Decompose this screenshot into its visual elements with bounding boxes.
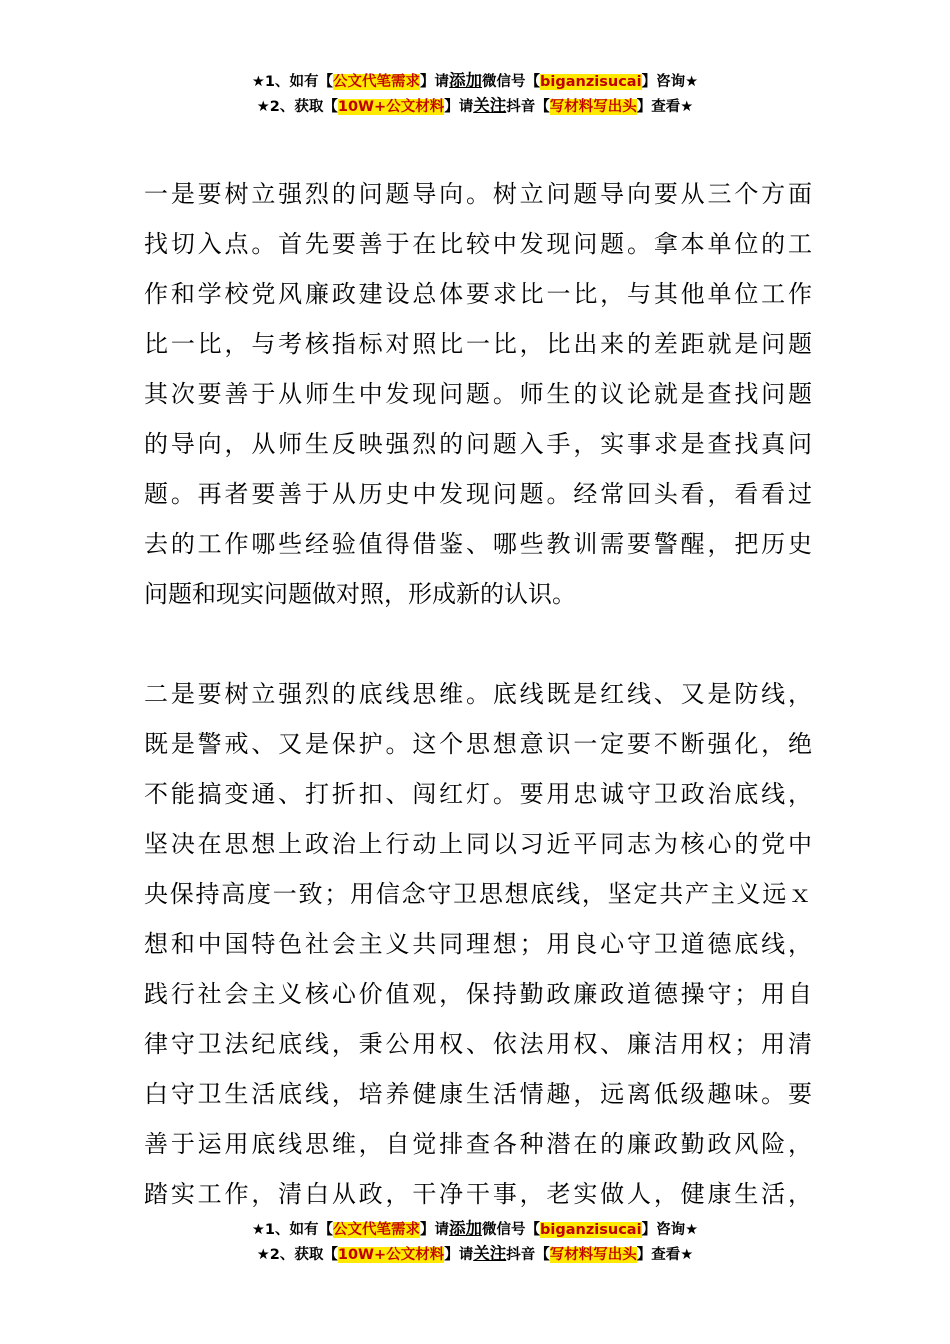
banner-underline: 关注 <box>473 1244 507 1263</box>
banner-text: 抖音【 <box>506 1247 550 1263</box>
paragraph-line: 比一比，与考核指标对照比一比，比出来的差距就是问题 <box>144 330 812 358</box>
document-body <box>144 169 812 1219</box>
banner-line-2 <box>0 94 950 119</box>
banner-text: 】查看★ <box>636 1247 694 1263</box>
banner-highlight: biganzisucai <box>540 1222 642 1238</box>
header-banner <box>0 69 950 119</box>
paragraph-line: 作和学校党风廉政建设总体要求比一比，与其他单位工作 <box>144 280 812 308</box>
banner-underline: 添加 <box>449 1219 483 1238</box>
banner-text: ★2、获取【 <box>256 99 338 115</box>
banner-highlight: 公文代笔需求 <box>333 74 421 90</box>
paragraph-line: 不能搞变通、打折扣、闯红灯。要用忠诚守卫政治底线， <box>144 780 812 808</box>
paragraph-line: 央保持高度一致；用信念守卫思想底线，坚定共产主义远ｘ <box>144 880 812 908</box>
paragraph-bottom-line-thinking <box>144 669 812 1219</box>
paragraph-line: 善于运用底线思维，自觉排查各种潜在的廉政勤政风险， <box>144 1130 812 1158</box>
banner-text: ★1、如有【 <box>251 74 334 90</box>
banner-text: 】查看★ <box>636 99 694 115</box>
banner-text: 微信号【 <box>482 1222 541 1238</box>
paragraph-spacer <box>144 619 812 669</box>
paragraph-line: 既是警戒、又是保护。这个思想意识一定要不断强化，绝 <box>144 730 812 758</box>
banner-text: 抖音【 <box>506 99 550 115</box>
paragraph-line: 律守卫法纪底线，秉公用权、依法用权、廉洁用权；用清 <box>144 1030 812 1058</box>
paragraph-line: 题。再者要善于从历史中发现问题。经常回头看，看看过 <box>144 480 812 508</box>
banner-highlight: 写材料写出头 <box>549 99 637 115</box>
banner-underline: 关注 <box>473 96 507 115</box>
banner-text: 】咨询★ <box>641 1222 699 1238</box>
banner-text: 】咨询★ <box>641 74 699 90</box>
banner-text: 微信号【 <box>482 74 541 90</box>
paragraph-problem-orientation <box>144 169 812 619</box>
banner-text: 】请 <box>420 74 450 90</box>
paragraph-line: 一是要树立强烈的问题导向。树立问题导向要从三个方面 <box>144 180 812 208</box>
banner-line-2 <box>0 1242 950 1267</box>
footer-banner <box>0 1217 950 1267</box>
banner-highlight: 10W+公文材料 <box>337 99 445 115</box>
banner-text: ★1、如有【 <box>251 1222 334 1238</box>
paragraph-line: 二是要树立强烈的底线思维。底线既是红线、又是防线， <box>144 680 812 708</box>
paragraph-line: 坚决在思想上政治上行动上同以习近平同志为核心的党中 <box>144 830 812 858</box>
banner-text: ★2、获取【 <box>256 1247 338 1263</box>
paragraph-line: 想和中国特色社会主义共同理想；用良心守卫道德底线， <box>144 930 812 958</box>
banner-line-1 <box>0 1217 950 1242</box>
paragraph-line: 践行社会主义核心价值观，保持勤政廉政道德操守；用自 <box>144 980 812 1008</box>
banner-highlight: 10W+公文材料 <box>337 1247 445 1263</box>
banner-line-1 <box>0 69 950 94</box>
banner-text: 】请 <box>444 1247 474 1263</box>
paragraph-line: 去的工作哪些经验值得借鉴、哪些教训需要警醒，把历史 <box>144 530 812 558</box>
paragraph-line: 找切入点。首先要善于在比较中发现问题。拿本单位的工 <box>144 230 812 258</box>
banner-highlight: 公文代笔需求 <box>333 1222 421 1238</box>
paragraph-line: 问题和现实问题做对照，形成新的认识。 <box>144 580 576 608</box>
paragraph-line: 白守卫生活底线，培养健康生活情趣，远离低级趣味。要 <box>144 1080 812 1108</box>
banner-text: 】请 <box>420 1222 450 1238</box>
banner-text: 】请 <box>444 99 474 115</box>
paragraph-line: 的导向，从师生反映强烈的问题入手，实事求是查找真问 <box>144 430 812 458</box>
banner-highlight: biganzisucai <box>540 74 642 90</box>
paragraph-line: 其次要善于从师生中发现问题。师生的议论就是查找问题 <box>144 380 812 408</box>
banner-underline: 添加 <box>449 71 483 90</box>
paragraph-line: 踏实工作，清白从政，干净干事，老实做人，健康生活， <box>144 1180 812 1208</box>
banner-highlight: 写材料写出头 <box>549 1247 637 1263</box>
